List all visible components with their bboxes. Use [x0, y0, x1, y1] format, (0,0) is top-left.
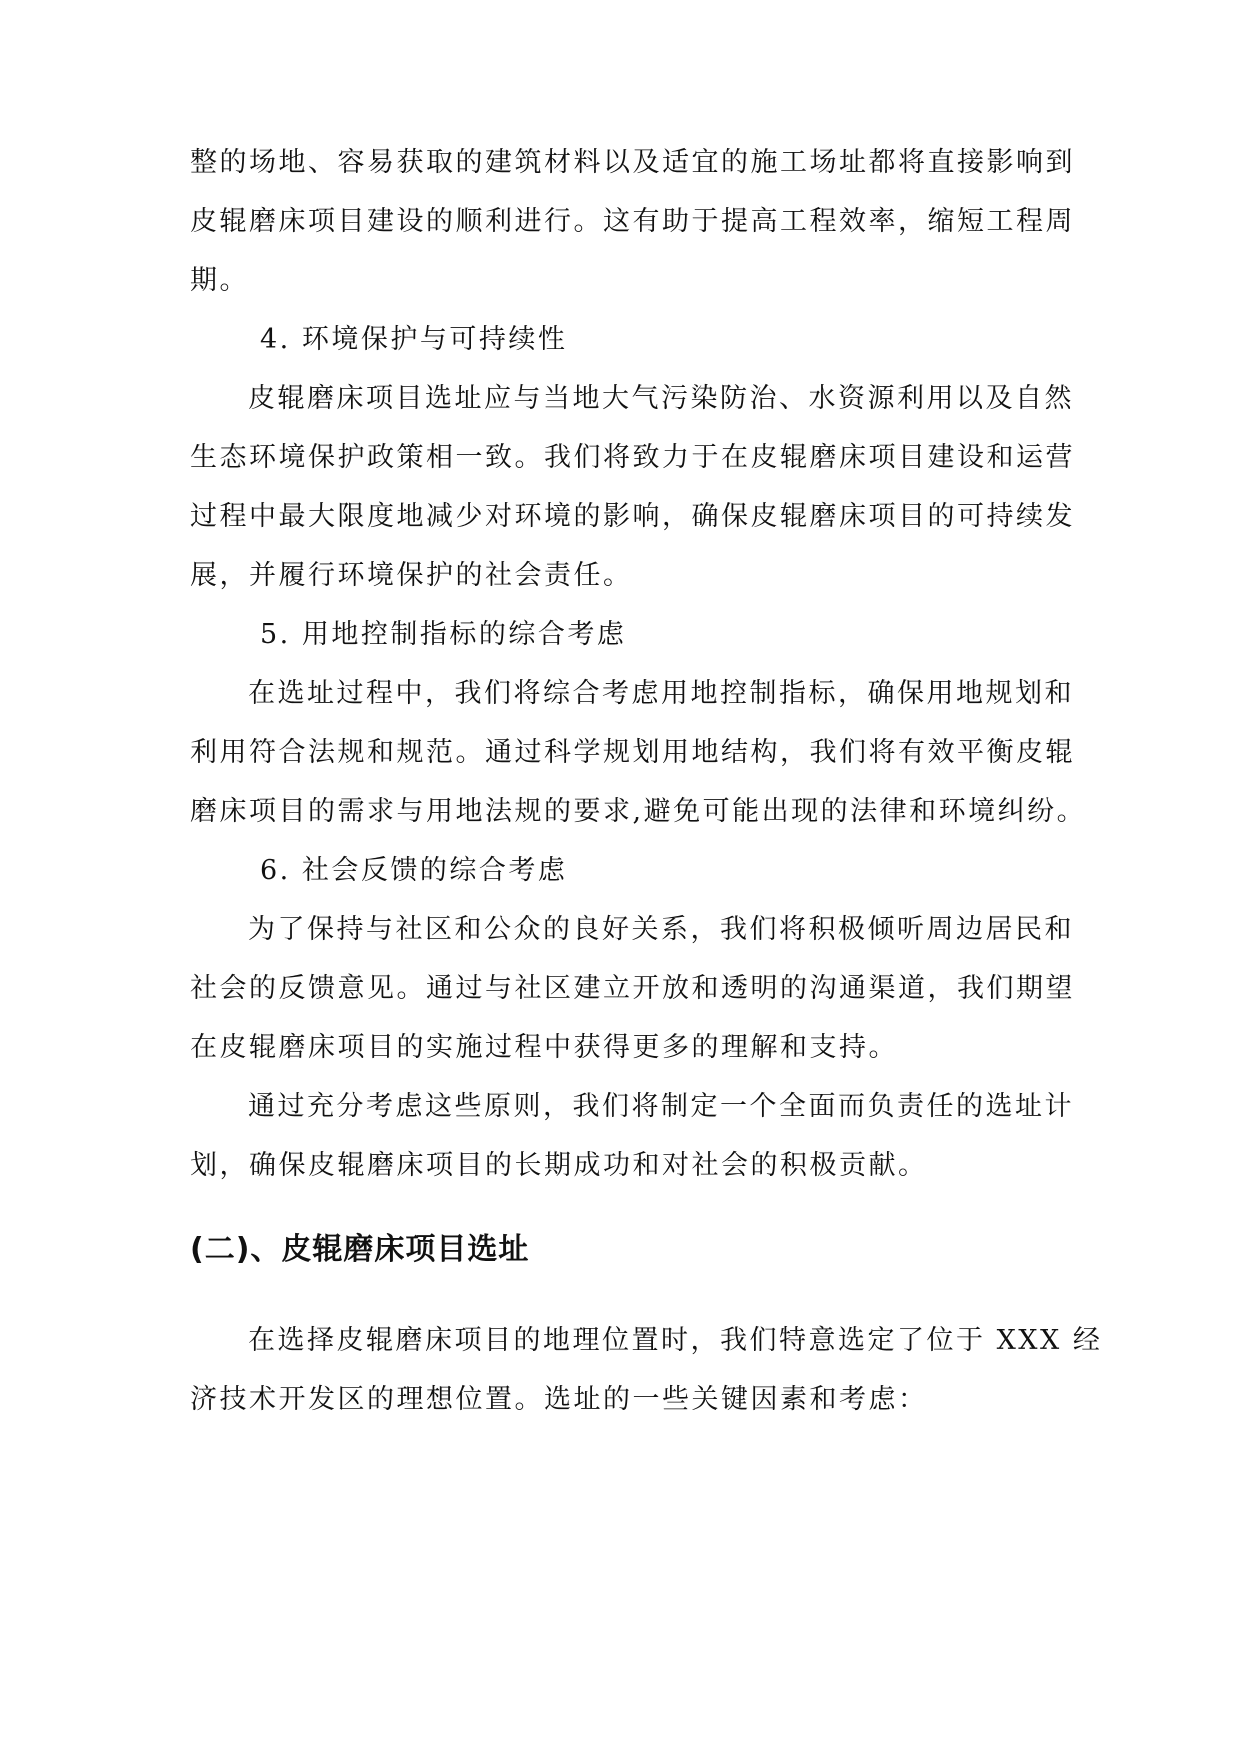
paragraph-line: 展，并履行环境保护的社会责任。	[190, 560, 633, 591]
paragraph-line: 整的场地、容易获取的建筑材料以及适宜的施工场址都将直接影响到	[190, 147, 1075, 178]
paragraph-line: 社会的反馈意见。通过与社区建立开放和透明的沟通渠道，我们期望	[190, 973, 1075, 1004]
list-item-heading: 6. 社会反馈的综合考虑	[260, 855, 568, 886]
paragraph-line: 为了保持与社区和公众的良好关系，我们将积极倾听周边居民和	[248, 914, 1074, 945]
paragraph-line: 划，确保皮辊磨床项目的长期成功和对社会的积极贡献。	[190, 1150, 928, 1181]
paragraph-line: 生态环境保护政策相一致。我们将致力于在皮辊磨床项目建设和运营	[190, 442, 1075, 473]
paragraph-line: 在选择皮辊磨床项目的地理位置时，我们特意选定了位于 XXX 经	[248, 1325, 1103, 1356]
paragraph-line: 利用符合法规和规范。通过科学规划用地结构，我们将有效平衡皮辊	[190, 737, 1075, 768]
paragraph-line: 磨床项目的需求与用地法规的要求,避免可能出现的法律和环境纠纷。	[190, 796, 1087, 827]
paragraph-line: 在皮辊磨床项目的实施过程中获得更多的理解和支持。	[190, 1032, 898, 1063]
paragraph-line: 过程中最大限度地减少对环境的影响，确保皮辊磨床项目的可持续发	[190, 501, 1075, 532]
paragraph-line: 济技术开发区的理想位置。选址的一些关键因素和考虑：	[190, 1384, 928, 1415]
paragraph-line: 皮辊磨床项目建设的顺利进行。这有助于提高工程效率，缩短工程周	[190, 206, 1075, 237]
section-heading: (二)、皮辊磨床项目选址	[190, 1232, 530, 1267]
paragraph-line: 皮辊磨床项目选址应与当地大气污染防治、水资源利用以及自然	[248, 383, 1074, 414]
list-item-heading: 4. 环境保护与可持续性	[260, 324, 568, 355]
list-item-heading: 5. 用地控制指标的综合考虑	[260, 619, 627, 650]
paragraph-line: 通过充分考虑这些原则，我们将制定一个全面而负责任的选址计	[248, 1091, 1074, 1122]
paragraph-line: 期。	[190, 265, 249, 296]
paragraph-line: 在选址过程中，我们将综合考虑用地控制指标，确保用地规划和	[248, 678, 1074, 709]
